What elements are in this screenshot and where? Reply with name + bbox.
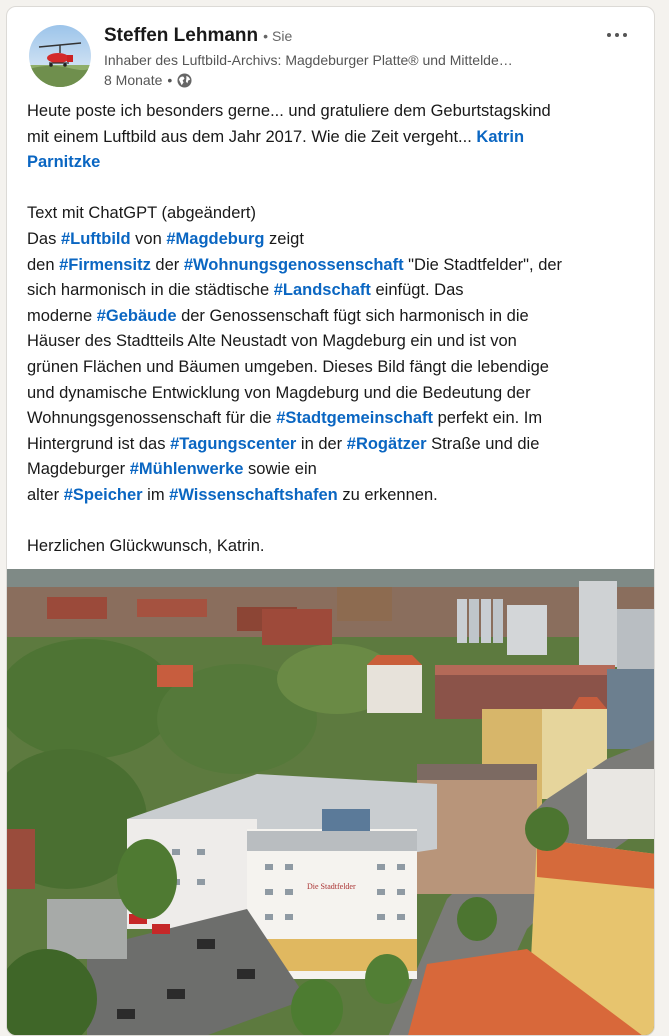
text-line: mit einem Luftbild aus dem Jahr 2017. Wie die Zeit vergeht... Katrin — [27, 127, 525, 146]
text-line: Das #Luftbild von #Magdeburg zeigt — [27, 229, 304, 248]
hashtag-landschaft[interactable]: #Landschaft — [273, 281, 371, 300]
hashtag-rogaetzer[interactable]: #Rogätzer — [346, 434, 427, 453]
hashtag-wissenschaftshafen[interactable]: #Wissenschaftshafen — [169, 485, 338, 504]
text-line: und dynamische Entwicklung von Magdeburg und die Bedeutung der — [27, 383, 531, 402]
separator-dot: • — [263, 28, 269, 44]
hashtag-tagungscenter[interactable]: #Tagungscenter — [170, 434, 297, 453]
post-meta — [104, 72, 192, 88]
author-avatar[interactable] — [29, 25, 91, 87]
author-name[interactable]: Steffen Lehmann — [104, 25, 259, 46]
more-options-button[interactable] — [602, 23, 632, 47]
hashtag-luftbild[interactable]: #Luftbild — [60, 229, 131, 248]
hashtag-magdeburg[interactable]: #Magdeburg — [166, 229, 265, 248]
hashtag-wohnungsgenossenschaft[interactable]: #Wohnungsgenossenschaft — [183, 255, 404, 274]
hashtag-firmensitz[interactable]: #Firmensitz — [59, 255, 151, 274]
text-line: Magdeburger #Mühlenwerke sowie ein — [27, 460, 317, 479]
text-line: Wohnungsgenossenschaft für die #Stadtgemeinschaft perfekt ein. Im — [27, 409, 543, 428]
post-time[interactable]: 8 Monate — [104, 72, 163, 88]
author-relation: Sie — [272, 28, 293, 44]
author-headline: Inhaber des Luftbild-Archivs: Magdeburger Platte® und Mittelde… — [104, 52, 513, 68]
post-card — [6, 6, 655, 1036]
post-text — [27, 99, 642, 560]
text-line: Text mit ChatGPT (abgeändert) — [27, 204, 256, 223]
aerial-photo — [7, 569, 655, 1036]
text-line: grünen Flächen und Bäumen umgeben. Dieses Bild fängt die lebendige — [27, 357, 549, 376]
post-image[interactable] — [7, 569, 655, 1036]
text-line: sich harmonisch in die städtische #Landschaft einfügt. Das — [27, 281, 464, 300]
text-line: moderne #Gebäude der Genossenschaft fügt sich harmonisch in die — [27, 306, 529, 325]
text-line: alter #Speicher im #Wissenschaftshafen zu erkennen. — [27, 485, 438, 504]
more-options-icon — [607, 33, 611, 37]
text-line: Häuser des Stadtteils Alte Neustadt von Magdeburg ein und ist von — [27, 332, 517, 351]
gyrocopter-avatar — [29, 25, 91, 87]
hashtag-speicher[interactable]: #Speicher — [63, 485, 143, 504]
separator-dot: • — [167, 72, 173, 88]
hashtag-stadtgemeinschaft[interactable]: #Stadtgemeinschaft — [276, 409, 433, 428]
building-sign: Die Stadtfelder — [307, 882, 356, 891]
text-line: Heute poste ich besonders gerne... und gratuliere dem Geburtstagskind — [27, 102, 551, 120]
text-line: Hintergrund ist das #Tagungscenter in der #Rogätzer Straße und die — [27, 434, 540, 453]
mention-katrin[interactable]: Katrin — [476, 127, 525, 146]
author-line — [104, 25, 292, 47]
text-line — [27, 150, 642, 176]
hashtag-gebaeude[interactable]: #Gebäude — [96, 306, 177, 325]
mention-parnitzke[interactable]: Parnitzke — [27, 153, 101, 172]
text-line: Herzlichen Glückwunsch, Katrin. — [27, 537, 265, 556]
hashtag-muehlenwerke[interactable]: #Mühlenwerke — [129, 460, 244, 479]
text-line: den #Firmensitz der #Wohnungsgenossenschaft "Die Stadtfelder", der — [27, 255, 563, 274]
globe-icon — [177, 73, 192, 88]
